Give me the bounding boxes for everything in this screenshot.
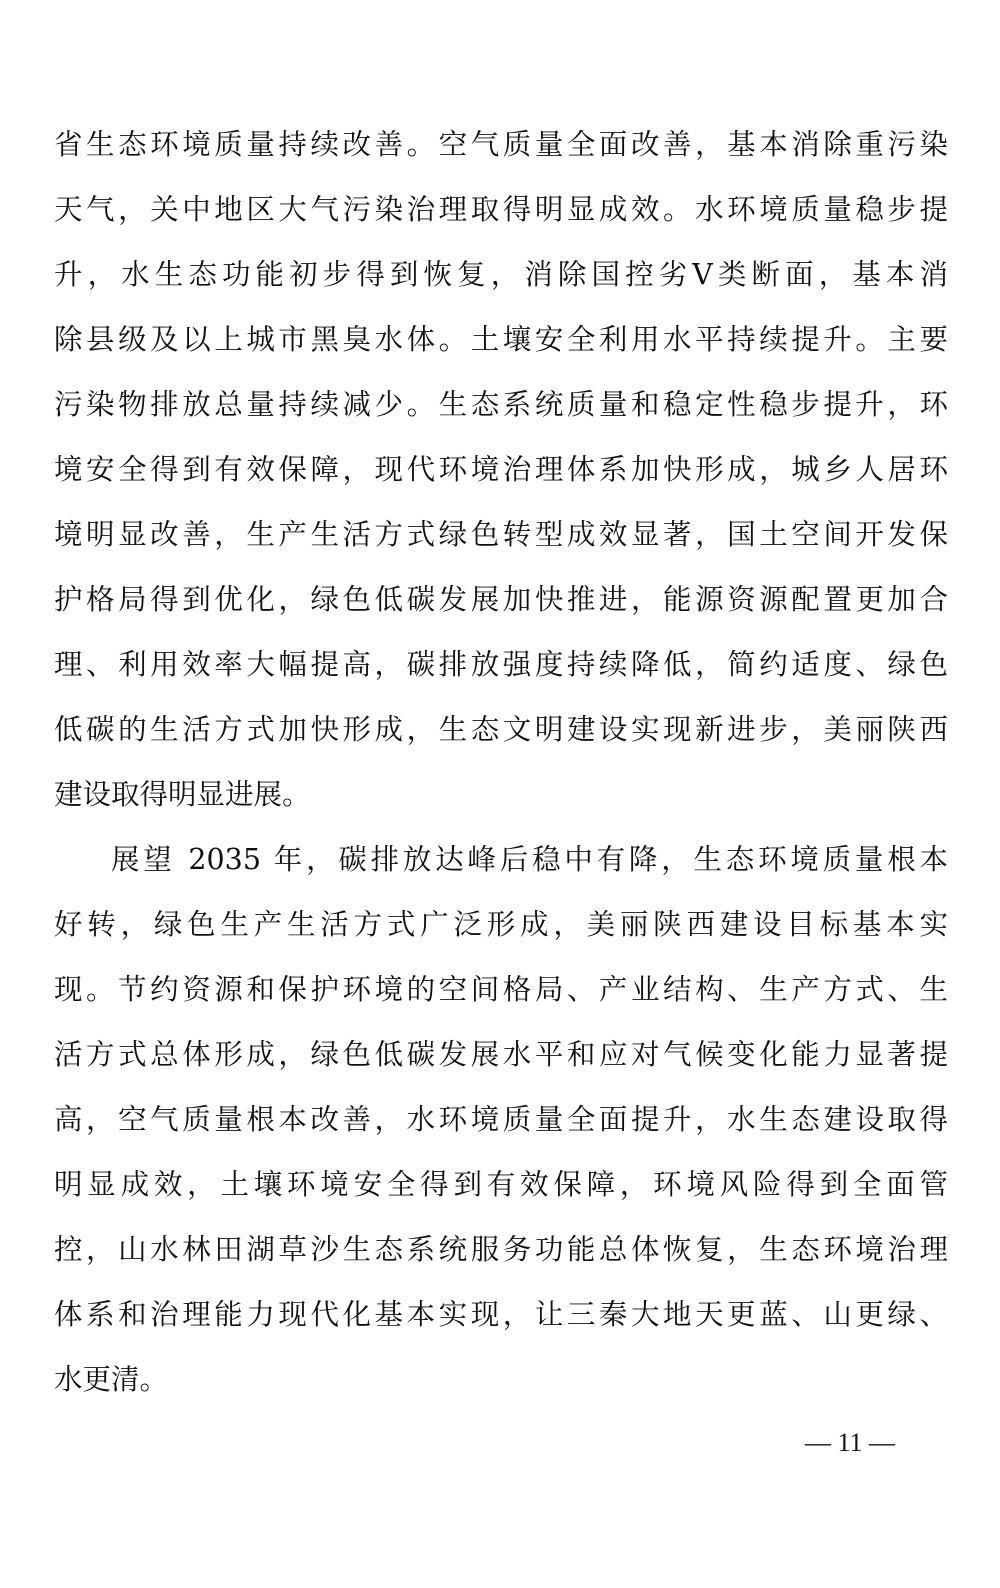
- text-line: 好转，绿色生产生活方式广泛形成，美丽陕西建设目标基本实: [54, 908, 948, 941]
- text-line: 现。节约资源和保护环境的空间格局、产业结构、生产方式、生: [54, 973, 948, 1006]
- body-text: [54, 117, 948, 1417]
- text-line: 建设取得明显进展。: [54, 778, 311, 811]
- text-line: 水更清。: [54, 1363, 169, 1396]
- paragraph-2: [54, 832, 948, 1417]
- page-number: — 11 —: [804, 1428, 896, 1457]
- text-line: 理、利用效率大幅提高，碳排放强度持续降低，简约适度、绿色: [54, 648, 948, 681]
- text-line: 境明显改善，生产生活方式绿色转型成效显著，国土空间开发保: [54, 518, 948, 551]
- text-line: 护格局得到优化，绿色低碳发展加快推进，能源资源配置更加合: [54, 583, 948, 616]
- text-line: 展望 2035 年，碳排放达峰后稳中有降，生态环境质量根本: [111, 843, 948, 876]
- text-line: 境安全得到有效保障，现代环境治理体系加快形成，城乡人居环: [54, 453, 948, 486]
- text-line: 高，空气质量根本改善，水环境质量全面提升，水生态建设取得: [54, 1103, 948, 1136]
- text-line: 升，水生态功能初步得到恢复，消除国控劣Ⅴ类断面，基本消: [54, 258, 948, 291]
- text-line: 体系和治理能力现代化基本实现，让三秦大地天更蓝、山更绿、: [54, 1298, 948, 1331]
- text-line: 明显成效，土壤环境安全得到有效保障，环境风险得到全面管: [54, 1168, 948, 1201]
- text-line: 控，山水林田湖草沙生态系统服务功能总体恢复，生态环境治理: [54, 1233, 948, 1266]
- text-line: 污染物排放总量持续减少。生态系统质量和稳定性稳步提升，环: [54, 388, 948, 421]
- text-line: 省生态环境质量持续改善。空气质量全面改善，基本消除重污染: [54, 128, 948, 161]
- paragraph-1: [54, 117, 948, 832]
- text-line: 除县级及以上城市黑臭水体。土壤安全利用水平持续提升。主要: [54, 323, 948, 356]
- text-line: 低碳的生活方式加快形成，生态文明建设实现新进步，美丽陕西: [54, 713, 948, 746]
- text-line: 天气，关中地区大气污染治理取得明显成效。水环境质量稳步提: [54, 193, 948, 226]
- text-line: 活方式总体形成，绿色低碳发展水平和应对气候变化能力显著提: [54, 1038, 948, 1071]
